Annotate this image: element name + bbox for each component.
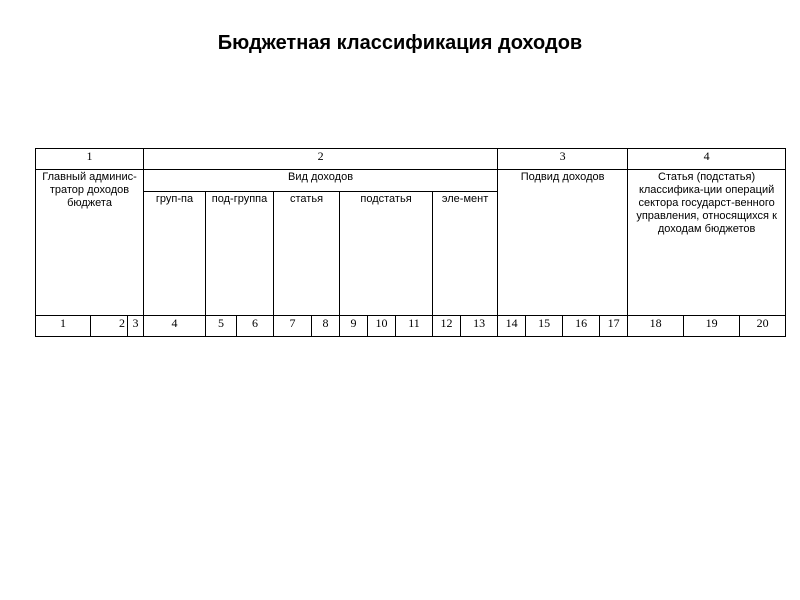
column-number: 13 — [461, 316, 498, 337]
column-number: 6 — [237, 316, 274, 337]
column-number: 1 — [36, 316, 91, 337]
subheader-group: груп-па — [144, 192, 206, 316]
column-number: 8 — [312, 316, 340, 337]
income-classification-table — [35, 148, 786, 337]
column-number: 4 — [144, 316, 206, 337]
column-number: 18 — [628, 316, 684, 337]
top-header-3: 3 — [498, 149, 628, 170]
subheader-element: эле-мент — [433, 192, 498, 316]
subheader-subgroup: под-группа — [206, 192, 274, 316]
column-number: 16 — [563, 316, 600, 337]
label-row — [36, 170, 786, 192]
column-number: 9 — [340, 316, 368, 337]
article-classification-header: Статья (подстатья) классифика-ции операций сектора государст-венного управления, относящихся к доходам бюджетов — [628, 170, 786, 316]
column-number-row — [36, 316, 786, 337]
column-number: 14 — [498, 316, 526, 337]
column-number: 5 — [206, 316, 237, 337]
subheader-subarticle: подстатья — [340, 192, 433, 316]
column-number: 17 — [600, 316, 628, 337]
column-number: 15 — [526, 316, 563, 337]
column-number: 11 — [396, 316, 433, 337]
column-number: 7 — [274, 316, 312, 337]
column-number: 12 — [433, 316, 461, 337]
top-header-2: 2 — [144, 149, 498, 170]
chief-administrator-header: Главный админис-тратор доходов бюджета — [36, 170, 144, 316]
income-subtype-header: Подвид доходов — [498, 170, 628, 316]
column-number: 19 — [684, 316, 740, 337]
column-number: 3 — [128, 316, 144, 337]
page-title: Бюджетная классификация доходов — [217, 32, 583, 54]
income-type-header: Вид доходов — [144, 170, 498, 192]
column-number: 2 — [91, 316, 128, 337]
top-header-4: 4 — [628, 149, 786, 170]
subheader-article: статья — [274, 192, 340, 316]
top-header-row — [36, 149, 786, 170]
top-header-1: 1 — [36, 149, 144, 170]
column-number: 20 — [740, 316, 786, 337]
column-number: 10 — [368, 316, 396, 337]
